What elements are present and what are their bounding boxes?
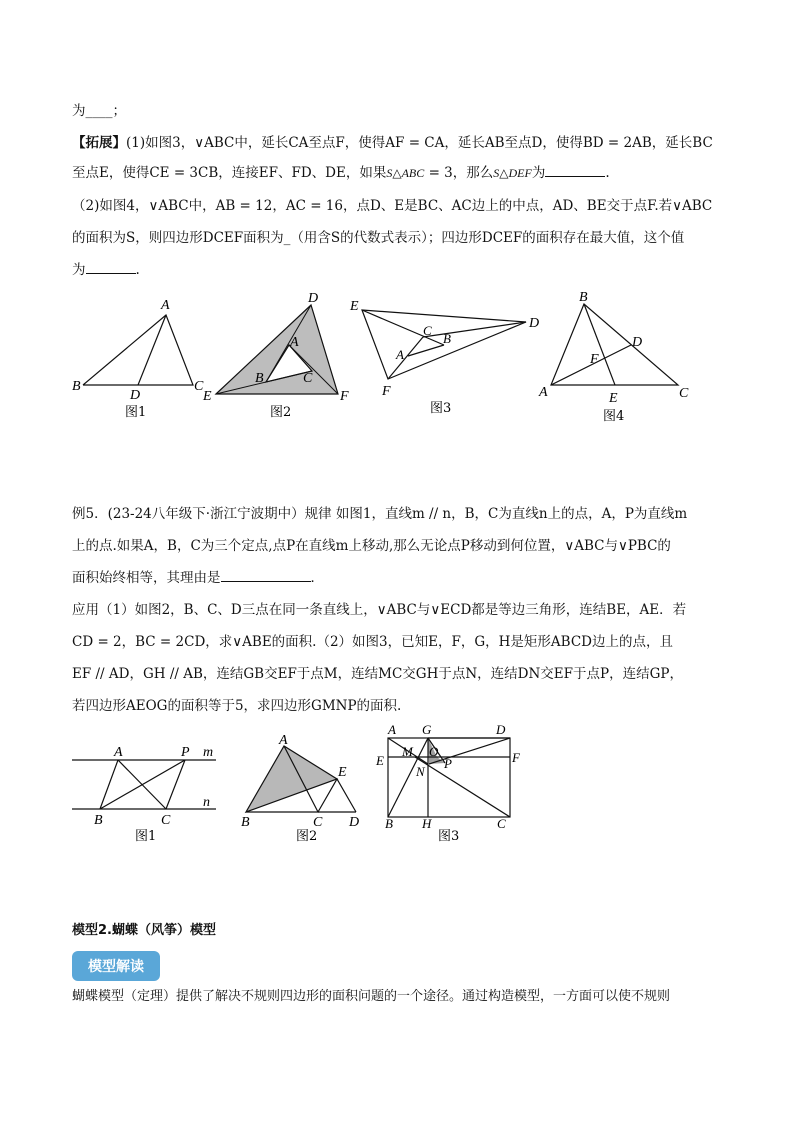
label-B: B <box>94 813 103 828</box>
label-A: A <box>396 347 404 362</box>
label-C: C <box>497 816 506 831</box>
label-A: A <box>114 745 123 760</box>
text-span: 为 <box>72 262 86 278</box>
text-line: 若四边形AEOG的面积等于5，求四边形GMNP的面积. <box>72 698 402 714</box>
expand-tag: 【拓展】 <box>72 135 126 151</box>
text-line: （2)如图4，∨ABC中，AB = 12，AC = 16，点D、E是BC、AC边上的中点，AD、BE交于点F.若∨ABC <box>72 198 713 214</box>
label-D: D <box>496 722 506 737</box>
figure-row-1 <box>60 290 740 430</box>
label-A: A <box>161 298 170 313</box>
label-C: C <box>423 323 432 338</box>
label-m: m <box>203 745 214 760</box>
text-line: 应用（1）如图2，B、C、D三点在同一条直线上，∨ABC与∨ECD都是等边三角形，连结BE，AE．若 <box>72 602 687 618</box>
text-line: 的面积为S，则四边形DCEF面积为_（用含S的代数式表示）；四边形DCEF的面积存在最大值，这个值 <box>72 230 685 246</box>
text-line: 上的点.如果A，B，C为三个定点,点P在直线m上移动,那么无论点P移动到何位置，∨ABC与∨PBC的 <box>72 538 671 554</box>
label-C: C <box>313 815 323 830</box>
label-O: O <box>429 744 439 759</box>
text-span: = 3，那么 <box>424 165 494 181</box>
label-A: A <box>388 722 396 737</box>
answer-blank <box>86 261 136 274</box>
label-E: E <box>376 753 384 768</box>
label-A: A <box>279 733 288 748</box>
text-line: 例5．(23-24八年级下·浙江宁波期中）规律 如图1，直线m // n，B，C为直线n上的点，A，P为直线m <box>72 506 688 522</box>
figure-row-2 <box>60 720 740 850</box>
text-line: CD = 2，BC = 2CD，求∨ABE的面积.（2）如图3，已知E，F，G，H是矩形ABCD边上的点，且 <box>72 634 673 650</box>
caption-fig1: 图1 <box>135 829 157 844</box>
label-E: E <box>350 299 359 314</box>
caption-fig2: 图2 <box>296 829 318 844</box>
text-span: (1)如图3，∨ABC中，延长CA至点F，使得AF = CA，延长AB至点D，使得BD = 2AB，延长BC <box>126 135 713 151</box>
label-C: C <box>679 386 689 401</box>
label-G: G <box>422 722 432 737</box>
caption-fig3: 图3 <box>438 829 460 844</box>
text-span: 面积始终相等，其理由是 <box>72 570 221 586</box>
label-P: P <box>181 745 190 760</box>
label-C: C <box>161 813 171 828</box>
label-P: P <box>444 756 452 771</box>
area-def: S△DEF <box>493 166 532 180</box>
label-F: F <box>512 750 520 765</box>
label-M: M <box>402 744 413 759</box>
text-line <box>72 569 732 587</box>
text-span: ． <box>310 570 324 586</box>
label-E: E <box>609 391 618 406</box>
text-span: 至点E，使得CE = 3CB，连接EF、FD、DE，如果 <box>72 165 387 181</box>
text-line: 为____； <box>72 103 126 119</box>
text-line <box>72 134 732 152</box>
label-D: D <box>308 291 319 306</box>
label-C: C <box>303 371 313 386</box>
label-B: B <box>579 290 588 305</box>
section-body: 蝴蝶模型（定理）提供了解决不规则四边形的面积问题的一个途径。通过构造模型，一方面可以使不规则 <box>72 989 671 1004</box>
label-n: n <box>203 795 210 810</box>
label-E: E <box>338 765 347 780</box>
label-B: B <box>385 816 393 831</box>
text-line: EF // AD，GH // AB，连结GB交EF于点M，连结MC交GH于点N，连结DN交EF于点P，连结GP， <box>72 666 683 682</box>
figure-1 <box>83 315 193 385</box>
answer-blank <box>221 569 311 582</box>
label-C: C <box>194 379 204 394</box>
section-title: 模型2.蝴蝶（风筝）模型 <box>72 923 216 938</box>
figure-1 <box>72 760 216 809</box>
caption-fig4: 图4 <box>603 409 625 424</box>
figure-2 <box>216 305 338 394</box>
area-abc: S△ABC <box>386 166 425 180</box>
caption-fig3: 图3 <box>430 401 452 416</box>
figure-4 <box>551 304 678 385</box>
label-F: F <box>382 384 391 399</box>
text-line: 为 . <box>72 262 140 278</box>
label-E: E <box>203 389 212 404</box>
label-D: D <box>349 815 360 830</box>
label-A: A <box>290 335 299 350</box>
label-B: B <box>443 331 451 346</box>
caption-fig2: 图2 <box>270 405 292 420</box>
text-span: 为 <box>531 165 546 181</box>
label-D: D <box>529 316 540 331</box>
label-N: N <box>416 764 425 779</box>
caption-fig1: 图1 <box>125 405 147 420</box>
label-H: H <box>422 816 432 831</box>
label-A: A <box>539 385 548 400</box>
label-D: D <box>632 335 643 350</box>
answer-blank <box>545 164 605 177</box>
model-reading-badge: 模型解读 <box>72 951 160 981</box>
label-B: B <box>241 815 250 830</box>
label-B: B <box>255 371 264 386</box>
text-line: 至点E，使得CE = 3CB，连接EF、FD、DE，如果S△ABC = 3，那么S△DEF为 . <box>72 165 610 181</box>
label-F: F <box>340 389 349 404</box>
label-F: F <box>590 352 599 367</box>
label-D: D <box>130 388 141 403</box>
label-B: B <box>72 379 81 394</box>
